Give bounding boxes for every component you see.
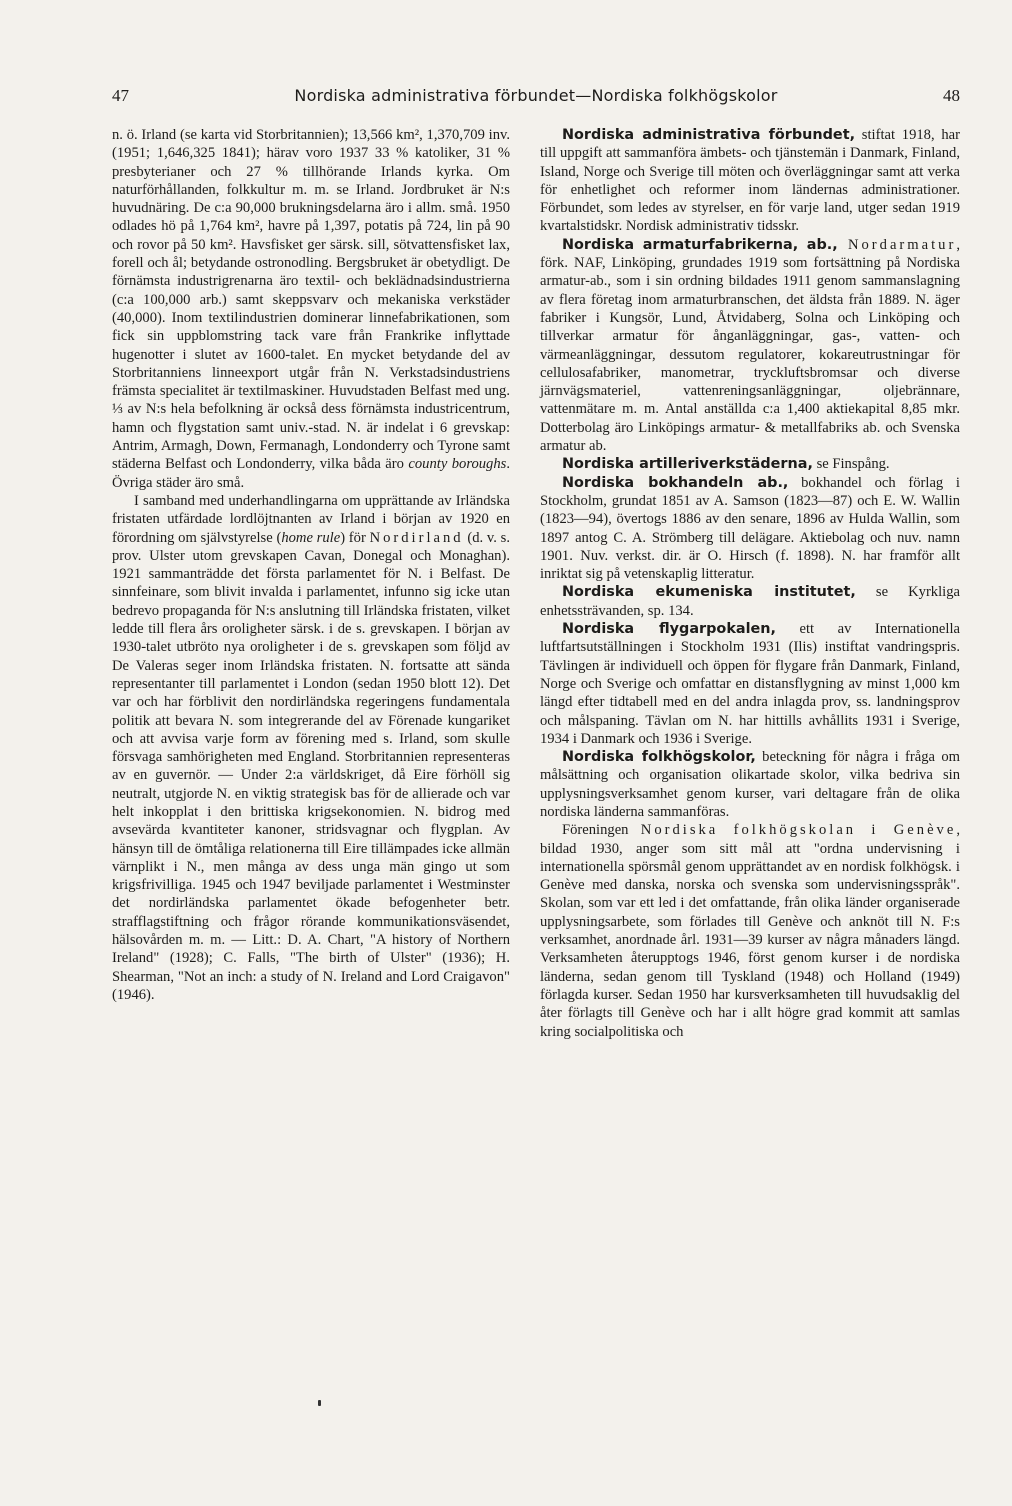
entry-text: stiftat 1918, har till uppgift att sammanföra ämbets- och tjänstemän i Danmark, Finland, Island, Norge och Sverige till möten och överläggningar samt att verka för enhetlighet och reformer inom ländernas administrationer. Förbundet, som ledes av styrelser, en för varje land, utger sedan 1919 kvartalstidskr. Nordisk administrativ tidsskr. — [540, 127, 960, 235]
entry-text: se Kyrkliga enhetssträvanden, sp. 134. — [540, 584, 960, 619]
entry-headword: Nordiska folkhögskolor, — [562, 749, 756, 766]
running-title: Nordiska administrativa förbundet—Nordiska folkhögskolor — [294, 86, 778, 105]
entry-text: beteckning för några i fråga om målsättning och organisation olikartade skolor, vilka bedriva sin upplysningsverksamhet genom kurser, vari deltagare från de olika nordiska länderna sammanföras. — [540, 749, 960, 820]
spaced-term: Nordirland — [369, 529, 464, 546]
entry-text: ett av Internationella luftfartsutställningen i Stockholm 1931 (Ilis) instiftat vandringspris. Tävlingen är individuell och öppen för flygare från Danmark, Finland, Norge och Sverige och omfattar en distansflygning av minst 1,000 km längd efter tidtabell med en del andra inlagda prov, ss. landningsprov och målspaning. Tävlan om N. har hittills avhållits 1931 i Sverige, 1934 i Danmark och 1936 i Sverige. — [540, 621, 960, 747]
entry-armaturfabrikerna — [540, 236, 960, 456]
page-number-left: 47 — [112, 86, 129, 105]
paragraph-text: (d. v. s. prov. Ulster utom grevskapen Cavan, Donegal och Monaghan). 1921 sammanträdde det första parlamentet för N. i Belfast. De sinnfeinare, som blivit invalda i parlamentet, infunno sig icke utan bedrevo propaganda för N:s anslutning till Irländska fristaten, vilket ledde till flera års oroligheter särsk. i de s. grevskapen. I början av 1930-talet utbröto nya oroligheter i de s. grevskapen som följd av De Valeras seger inom Irländska fristaten. N. fortsatte att sända representanter till parlamentet i London (sedan 1950 blott 12). Det var och har förblivit den nordirländska regeringens fundamentala politik att bevara N. som integrerande del av Förenade kungariket och att avvisa varje form av förening med s. Irland, som skulle försvaga samhörigheten med England. Storbritannien representeras av en guvernör. — Under 2:a världskriget, då Eire förhöll sig neutralt, utgjorde N. en viktig strategisk bas för de allierade och var helt inkopplat i den brittiska krigsekonomien. N. bidrog med avsevärda kvantiteter kanoner, stridsvagnar och flygplan. Av hänsyn till de ömtåliga relationerna till Eire tillämpades icke allmän värnplikt i N., men många av dess unga män gingo ut som krigsfrivilliga. 1945 och 1947 beviljade parlamentet i Westminster det nordirländska parlamentet ökade befogenheter betr. strafflagstiftning och frågor rörande kommunikationsväsendet, hälsovården m. m. — Litt.: D. A. Chart, "A history of Northern Ireland" (1928); C. Falls, "The birth of Ulster" (1936); H. Shearman, "Not an inch: a study of N. Ireland and Lord Craigavon" (1946). — [112, 529, 510, 1003]
page-number-right: 48 — [943, 86, 960, 105]
paragraph-text: , bildad 1930, anger som sitt mål att "ordna undervisning i internationella spörsmål genom upprättandet av en nordisk folkhögsk. i Genève med danska, norska och svenska som undervisningsspråk". Skolan, som var ett led i det omfattande, från olika länder organiserade upplysningsarbete, som förlades till Genève och anknöt till N. F:s verksamhet, anordnade årl. 1931—39 kurser av några månaders längd. Verksamheten återupptogs 1946, först genom kurser i de nordiska länderna, sedan genom till Tyskland (1948) och Holland (1949) förlagda kurser. Sedan 1950 har kursverksamheten till huvudsaklig del åter förlagts till Genève och har i allt högre grad kommit att samlas kring socialpolitiska och — [540, 822, 960, 1040]
right-column — [540, 126, 960, 1041]
entry-text: bokhandel och förlag i Stockholm, grundat 1851 av A. Samson (1823—87) och E. W. Wallin (1823—94), övertogs 1886 av den senare, 1896 av Hulda Wallin, som 1897 antog C. A. Strömberg till delägare. Aktiebolag och nuv. namn 1901. Nuv. verkst. dir. är O. Hirsch (f. 1898). N. har framför allt inriktat sig på vetenskaplig litteratur. — [540, 474, 960, 583]
paragraph-text: I samband med underhandlingarna om upprättande av Irländska fristaten utfärdade lordlöjtnanten av Irland i början av 1920 en förordning om självstyrelse ( — [112, 492, 510, 546]
entry-headword: Nordiska administrativa förbundet, — [562, 127, 856, 143]
entry-text: , förk. NAF, Linköping, grundades 1919 som fortsättning på Nordiska armatur-ab., som i sin ordning bildades 1911 genom sammanslagning av flera företag inom armaturbranschen, det äldsta från 1889. N. äger fabriker i Kungsör, Lund, Åtvidaberg, Solna och Linköping och tillverkar armatur för ånganläggningar, gas-, vatten- och värmeanläggningar, dessutom regulatorer, kokareutrustningar för cellulosafabriker, manometrar, tryckluftsbromsar och diverse järnvägsmateriel, vattenreningsanläggningar, oljebrännare, vattenmätare m. m. Antal anställda c:a 1,400 aktiekapital 8,85 mkr. Dotterbolag äro Linköpings armatur- & metallfabriks ab. och Svenska armatur ab. — [540, 236, 960, 455]
page-header — [112, 86, 960, 116]
italic-term: county boroughs — [408, 456, 507, 473]
entry-text: se Finspång. — [812, 456, 890, 473]
entry-flygarpokalen — [540, 620, 960, 748]
paragraph-text: Föreningen — [562, 822, 641, 839]
spaced-term: Nordiska folkhögskolan i Genève — [640, 822, 957, 839]
entry-ekumeniska-institutet — [540, 583, 960, 620]
article-paragraph — [112, 126, 510, 492]
paragraph-text: n. ö. Irland (se karta vid Storbritannien); 13,566 km², 1,370,709 inv. (1951; 1,646,325 1841); härav voro 1937 33 % katoliker, 31 % presbyterianer och 27 % tillhörande Irlands kyrka. Om naturförhållanden, folkkultur m. m. se Irland. Jordbruket är N:s huvudnäring. De c:a 90,000 brukningsdelarna äro i allm. små. 1950 odlades hö på 1,764 km², havre på 1,397, potatis på 724, lin på 90 och rovor på 50 km². Havsfisket ger särsk. sill, sötvattensfisket lax, forell och ål; betydande ostronodling. Bergsbruket är obetydligt. De förnämsta industrigrenarna äro textil- och beklädnadsindustrierna (c:a 100,000 arb.) samt skeppsvarv och mekaniska verkstäder (40,000). Inom textilindustrien dominerar linnefabrikationen, som fick sin uppblomstring tack vare från Frankrike inflyttade hugenotter i slutet av 1600-talet. En mycket betydande del av Storbritanniens linneexport utgår från N. Verkstadsindustriens främsta specialitet är textilmaskiner. Huvudstaden Belfast med ung. ⅓ av N:s hela befolkning är också dess förnämsta industricentrum, hamn och flygstation samt univ.-stad. N. är indelat i 6 grevskap: Antrim, Armagh, Down, Fermanagh, Londonderry och Tyrone samt städerna Belfast och Londonderry, vilka båda äro — [112, 127, 510, 473]
article-paragraph — [112, 492, 510, 1004]
paragraph-text: . Övriga städer äro små. — [112, 456, 510, 491]
entry-headword: Nordiska flygarpokalen, — [562, 621, 777, 638]
entry-headword: Nordiska armaturfabrikerna, ab., — [562, 236, 838, 253]
spaced-term: Nordarmatur — [837, 236, 957, 253]
entry-headword: Nordiska bokhandeln ab., — [562, 474, 789, 491]
article-paragraph — [540, 821, 960, 1041]
entry-artilleriverkstaderna — [540, 455, 960, 473]
entry-headword: Nordiska ekumeniska institutet, — [562, 584, 856, 601]
paragraph-text: ) för — [340, 529, 370, 546]
left-column — [112, 126, 510, 1004]
print-speck — [318, 1400, 321, 1406]
entry-headword: Nordiska artilleriverkstäderna, — [562, 456, 813, 473]
entry-administrativa-forbundet — [540, 126, 960, 236]
italic-term: home rule — [281, 529, 341, 546]
entry-bokhandeln — [540, 474, 960, 584]
entry-folkhogskolor — [540, 748, 960, 821]
